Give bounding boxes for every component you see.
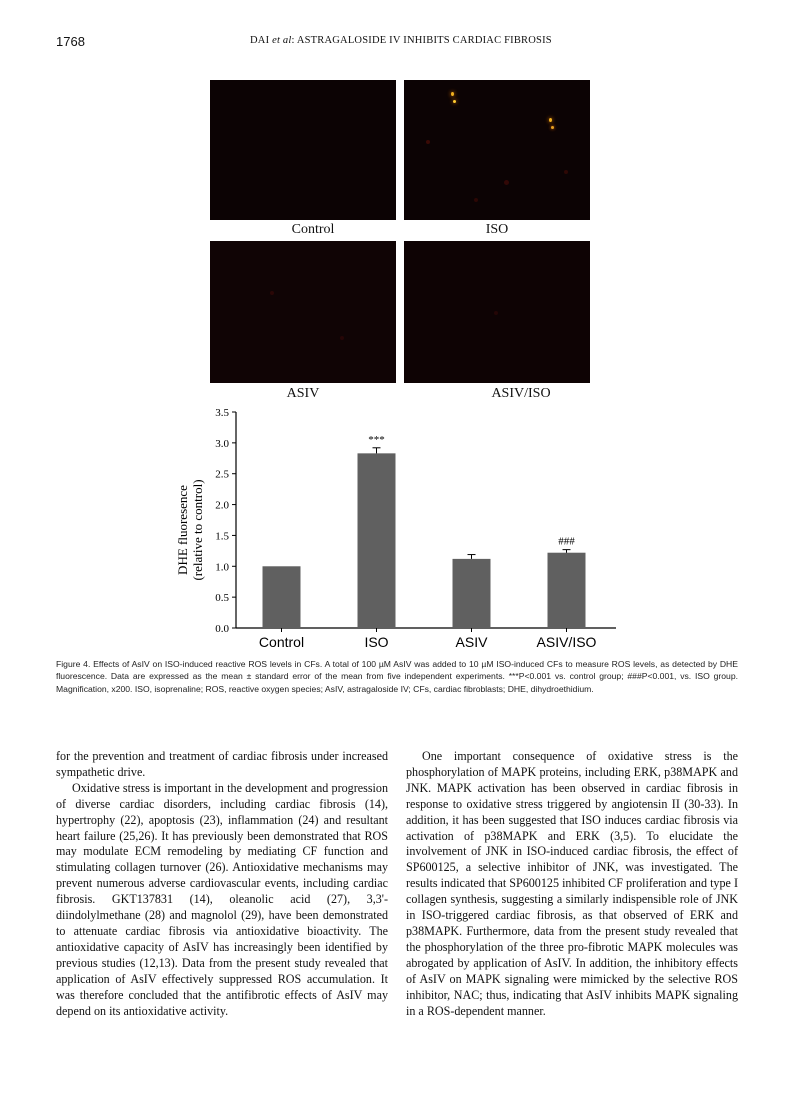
fluorescent-spot xyxy=(451,92,454,96)
paragraph: for the prevention and treatment of cardiac fibrosis under increased sympathetic drive. xyxy=(56,749,388,779)
dhe-bar-chart xyxy=(170,402,630,652)
fluorescent-spot xyxy=(340,336,344,340)
significance-marker: *** xyxy=(368,433,385,446)
y-axis-label: DHE fluoresence xyxy=(175,485,190,575)
figure-caption: Figure 4. Effects of AsIV on ISO-induced reactive ROS levels in CFs. A total of 100 µM AsIV was added to 10 µM ISO-induced CFs to measure ROS levels, as detected by DHE fluorescence. Data are expressed as the mean ± standard error of the mean from five independent experiments. ***P<0.001 vs. control group; ###P<0.001, vs. ISO group. Magnification, x200. ISO, isoprenaline; ROS, reactive oxygen species; AsIV, astragaloside IV; CFs, cardiac fibroblasts; DHE, dihydroethidium. xyxy=(56,659,738,694)
x-tick-label: ASIV/ISO xyxy=(536,634,597,650)
running-title: DAI et al: ASTRAGALOSIDE IV INHIBITS CARDIAC FIBROSIS xyxy=(250,35,552,46)
fluorescent-spot xyxy=(426,140,430,144)
bar-control xyxy=(263,566,301,628)
y-tick-label: 2.5 xyxy=(215,468,229,481)
x-tick-label: ASIV xyxy=(455,634,488,650)
fluorescent-spot xyxy=(474,198,478,202)
bar-asiv-iso xyxy=(548,553,586,628)
fluorescent-spot xyxy=(504,180,509,185)
body-column-right xyxy=(406,749,738,1019)
fluorescent-spot xyxy=(551,126,554,129)
fluorescent-spot xyxy=(564,170,568,174)
fluorescent-spot xyxy=(453,100,456,103)
bar-iso xyxy=(358,453,396,628)
y-tick-label: 1.5 xyxy=(215,530,229,543)
micrograph-asiv xyxy=(210,241,396,383)
panel-label-asiv-iso: ASIV/ISO xyxy=(491,386,551,401)
y-tick-label: 2.0 xyxy=(215,499,229,512)
y-axis-label: (relative to control) xyxy=(190,479,205,581)
panel-label-control: Control xyxy=(291,222,335,237)
micrograph-control xyxy=(210,80,396,220)
y-tick-label: 3.5 xyxy=(215,407,229,419)
page-header xyxy=(0,34,794,54)
y-tick-label: 1.0 xyxy=(215,561,229,574)
body-column-left xyxy=(56,749,388,1019)
y-tick-label: 0.0 xyxy=(215,623,229,635)
x-tick-label: ISO xyxy=(364,634,389,650)
page-number: 1768 xyxy=(56,34,85,49)
fluorescent-spot xyxy=(494,311,498,315)
micrograph-asiv-iso xyxy=(404,241,590,383)
fluorescent-spot xyxy=(549,118,552,122)
panel-label-asiv: ASIV xyxy=(286,386,320,401)
micrograph-iso xyxy=(404,80,590,220)
panel-label-iso: ISO xyxy=(485,222,509,237)
x-tick-label: Control xyxy=(258,634,305,650)
paragraph: One important consequence of oxidative stress is the phosphorylation of MAPK proteins, including ERK, p38MAPK and JNK. MAPK activation has been observed in cardiac fibrosis in response to oxidative stress triggered by angiotensin II (30-33). In addition, it has been suggested that ISO induces cardiac fibrosis via activation of p38MAPK and ERK (3,5). To elucidate the involvement of JNK in ISO-induced cardiac fibrosis, the effect of SP600125, a selective inhibitor of JNK, was investigated. The results indicated that SP600125 inhibited CF proliferation and type I collagen synthesis, suggesting a similarly indispensible role of JNK in ISO-triggered cardiac fibrosis, as that observed of ERK and p38MAPK. Furthermore, data from the present study revealed that the phosphorylation of the three pro-fibrotic MAPK molecules was abrogated by application of AsIV. In addition, the inhibitory effects of AsIV on MAPK signaling were mimicked by the selective ROS inhibitor, NAC; thus, indicating that AsIV inhibits MAPK signaling in a ROS-dependent manner. xyxy=(406,749,738,1018)
y-tick-label: 3.0 xyxy=(215,437,229,450)
y-tick-label: 0.5 xyxy=(215,592,229,605)
significance-marker: ### xyxy=(558,535,575,548)
fluorescent-spot xyxy=(270,291,274,295)
bar-asiv xyxy=(453,559,491,628)
chart-svg xyxy=(170,402,630,652)
paragraph: Oxidative stress is important in the development and progression of diverse cardiac disorders, including cardiac fibrosis (14), hypertrophy (22), apoptosis (23), inflammation (24) and resultant heart failure (25,26). It has previously been demonstrated that ROS may modulate ECM remodeling by mediating CF function and stimulating collagen turnover (26). Antioxidative mechanisms may prevent numerous adverse cardiovascular events, including cardiac fibrosis. GKT137831 (14), oleanolic acid (27), 3,3'-diindolylmethane (28) and magnolol (29), have been demonstrated to attenuate cardiac fibrosis via antioxidative bioactivity. The antioxidative capacity of AsIV has increasingly been identified by previous studies (12,13). Data from the present study revealed that application of AsIV effectively suppressed ROS accumulation. It was therefore concluded that the antifibrotic effects of AsIV may depend on its antioxidative activity. xyxy=(56,780,388,1018)
